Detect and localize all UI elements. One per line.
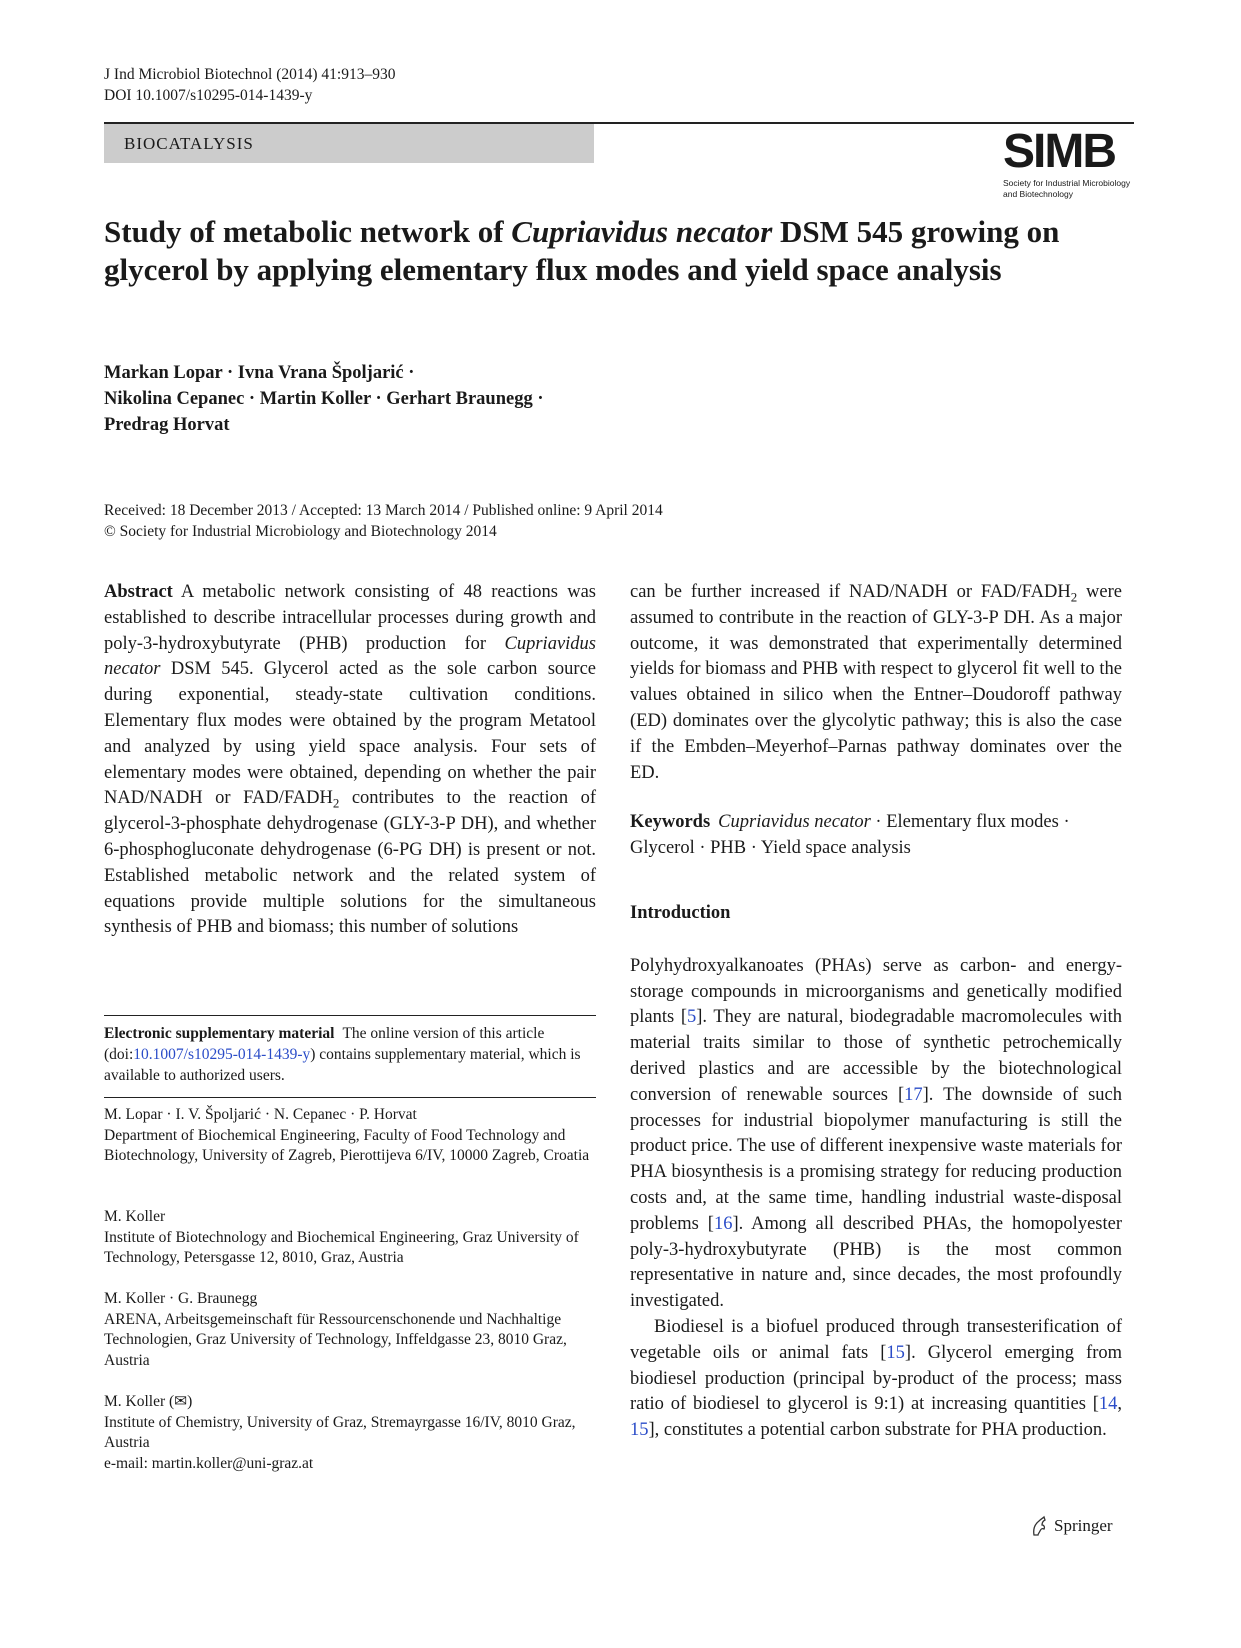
abstract-label: Abstract — [104, 582, 173, 602]
affiliation-names: M. Lopar · I. V. Špoljarić · N. Cepanec · P. Horvat — [104, 1106, 417, 1123]
abstract-t2: DSM 545. Glycerol acted as the sole carbon source during exponential, steady-state cultivation conditions. Elementary flux modes were obtained by the program Metatool and analyzed by using yield space analysis. Four sets of elementary modes were obtained, depending on whether the pair NAD/NADH or FAD/FADH — [104, 659, 596, 809]
keywords — [630, 810, 1122, 862]
introduction-paragraph-1 — [630, 954, 1122, 1315]
abstract-r1-sub: 2 — [1070, 589, 1078, 605]
intro-p1-t2: ]. They are natural, biodegradable macromolecules with material traits similar to those of synthetic petrochemically derived plastics and are accessible by the biotechnological conversion of renewable sources [ — [630, 1007, 1123, 1105]
authors-line2: Nikolina Cepanec · Martin Koller · Gerhart Braunegg · — [104, 389, 544, 409]
authors-line3: Predrag Horvat — [104, 415, 230, 435]
abstract-t1: A metabolic network consisting of 48 reactions was established to describe intracellular processes during growth and poly-3-hydroxybutyrate (PHB) production for — [104, 582, 596, 654]
citation-link[interactable]: 16 — [713, 1213, 733, 1234]
citation-link[interactable]: 14 — [1098, 1394, 1118, 1415]
esm-t1: The online version of this article (doi: — [104, 1025, 545, 1063]
esm-note — [104, 1023, 596, 1086]
introduction-heading: Introduction — [630, 902, 731, 923]
affiliation-rule — [104, 1097, 596, 1098]
publisher-mark — [1030, 1515, 1113, 1537]
intro-p1-t3: ]. The downside of such processes for industrial biopolymer manufacturing is still the product price. The use of different inexpensive waste materials for PHA biosynthesis is a promising strategy for reducing production costs and, at the same time, handling industrial waste-disposal problems [ — [630, 1084, 1122, 1234]
title-part1: Study of metabolic network of — [104, 214, 512, 249]
affiliation-address: ARENA, Arbeitsgemeinschaft für Ressourcenschonende und Nachhaltige Technologien, Graz University of Technology, Inffeldgasse 23, 8010 Graz, Austria — [104, 1310, 567, 1369]
publisher-name: Springer — [1054, 1516, 1113, 1535]
esm-t2: ) contains supplementary material, which is available to authorized users. — [104, 1046, 581, 1084]
esm-doi-link[interactable]: 10.1007/s10295-014-1439-y — [133, 1046, 311, 1063]
citation-link[interactable]: 5 — [687, 1007, 697, 1028]
intro-p1-t1: Polyhydroxyalkanoates (PHAs) serve as carbon- and energy-storage compounds in microorganisms and genetically modified plants [ — [630, 955, 1122, 1028]
abstract-r1: can be further increased if NAD/NADH or FAD/FADH — [630, 582, 1071, 602]
esm-label: Electronic supplementary material — [104, 1025, 335, 1042]
journal-citation — [104, 64, 395, 106]
publication-dates — [104, 500, 663, 542]
intro-p1-t4: ]. Among all described PHAs, the homopolyester poly-3-hydroxybutyrate (PHB) is the most common representative in nature and, since decades, the most profoundly investigated. — [630, 1213, 1122, 1312]
simb-logo — [1003, 125, 1135, 200]
abstract-r2: were assumed to contribute in the reaction of GLY-3-P DH. As a major outcome, it was demonstrated that experimentally determined yields for biomass and PHB with respect to glycerol fit well to the values obtained in silico when the Entner–Doudoroff pathway (ED) dominates over the glycolytic pathway; this is also the case if the Embden–Meyerhof–Parnas pathway dominates over the ED. — [630, 582, 1122, 783]
abstract-italic: Cupriavidus necator — [104, 633, 596, 680]
right-column — [630, 580, 1122, 1444]
author-list — [104, 360, 544, 438]
abstract-left-column — [104, 580, 596, 941]
title-part2: DSM 545 growing on glycerol by applying elementary flux modes and yield space analysis — [104, 214, 1060, 287]
affiliation-address: Department of Biochemical Engineering, Faculty of Food Technology and Biotechnology, University of Zagreb, Pierottijeva 6/IV, 10000 Zagreb, Croatia — [104, 1126, 590, 1164]
abstract-t3: contributes to the reaction of glycerol-3-phosphate dehydrogenase (GLY-3-P DH), and whether 6-phosphogluconate dehydrogenase (6-PG DH) is present or not. Established metabolic network and the related system of equations provide multiple solutions for the simultaneous synthesis of PHB and biomass; this number of solutions — [104, 788, 596, 938]
footnote-rule — [104, 1015, 596, 1016]
citation-link[interactable]: 17 — [904, 1084, 923, 1105]
affiliation-names: M. Koller — [104, 1208, 166, 1225]
affiliation-names: M. Koller (✉) — [104, 1393, 193, 1410]
abstract-continued — [630, 580, 1122, 786]
affiliation-email[interactable]: e-mail: martin.koller@uni-graz.at — [104, 1454, 314, 1472]
affiliation-names: M. Koller · G. Braunegg — [104, 1290, 258, 1307]
paper-title — [104, 213, 1104, 289]
intro-p2-t3: ], constitutes a potential carbon substrate for PHA production. — [648, 1420, 1107, 1441]
dates-line: Received: 18 December 2013 / Accepted: 13 March 2014 / Published online: 9 April 2014 — [104, 502, 663, 519]
citation-link[interactable]: 15 — [630, 1420, 649, 1441]
affiliation-4 — [104, 1392, 596, 1474]
copyright-line: © Society for Industrial Microbiology and Biotechnology 2014 — [104, 523, 497, 540]
citation-link[interactable]: 15 — [886, 1342, 905, 1363]
section-tag: BIOCATALYSIS — [104, 124, 594, 163]
affiliation-3 — [104, 1289, 596, 1371]
keywords-rest: · Elementary flux modes · Glycerol · PHB · Yield space analysis — [630, 812, 1070, 859]
affiliation-2 — [104, 1207, 596, 1269]
doi: DOI 10.1007/s10295-014-1439-y — [104, 87, 313, 104]
logo-subtitle-line1: Society for Industrial Microbiology — [1003, 178, 1131, 188]
intro-p2-t1: Biodiesel is a biofuel produced through transesterification of vegetable oils or animal fats [ — [630, 1316, 1122, 1363]
keyword-italic: Cupriavidus necator — [718, 812, 871, 833]
affiliation-address: Institute of Biotechnology and Biochemical Engineering, Graz University of Technology, Petersgasse 12, 8010, Graz, Austria — [104, 1228, 579, 1266]
journal-reference: J Ind Microbiol Biotechnol (2014) 41:913–930 — [104, 66, 396, 83]
intro-p2-t2: ]. Glycerol emerging from biodiesel production (principal by-product of the process; mass ratio of biodiesel to glycerol is 9:1) at increasing quantities [ — [630, 1342, 1123, 1415]
logo-subtitle-line2: and Biotechnology — [1003, 189, 1073, 199]
logo-subtitle — [1003, 178, 1135, 200]
springer-horse-icon — [1030, 1515, 1048, 1537]
authors-line1: Markan Lopar · Ivna Vrana Špoljarić · — [104, 363, 415, 383]
introduction-paragraph-2 — [630, 1315, 1122, 1444]
logo-text: SIMB — [1003, 125, 1115, 178]
keywords-label: Keywords — [630, 812, 711, 833]
title-italic: Cupriavidus necator — [511, 214, 773, 249]
intro-p2-sep: , — [1117, 1394, 1122, 1415]
affiliation-1 — [104, 1105, 596, 1167]
affiliation-address: Institute of Chemistry, University of Graz, Stremayrgasse 16/IV, 8010 Graz, Austria — [104, 1413, 576, 1451]
abstract-text — [104, 580, 596, 941]
abstract-sub: 2 — [332, 796, 340, 812]
